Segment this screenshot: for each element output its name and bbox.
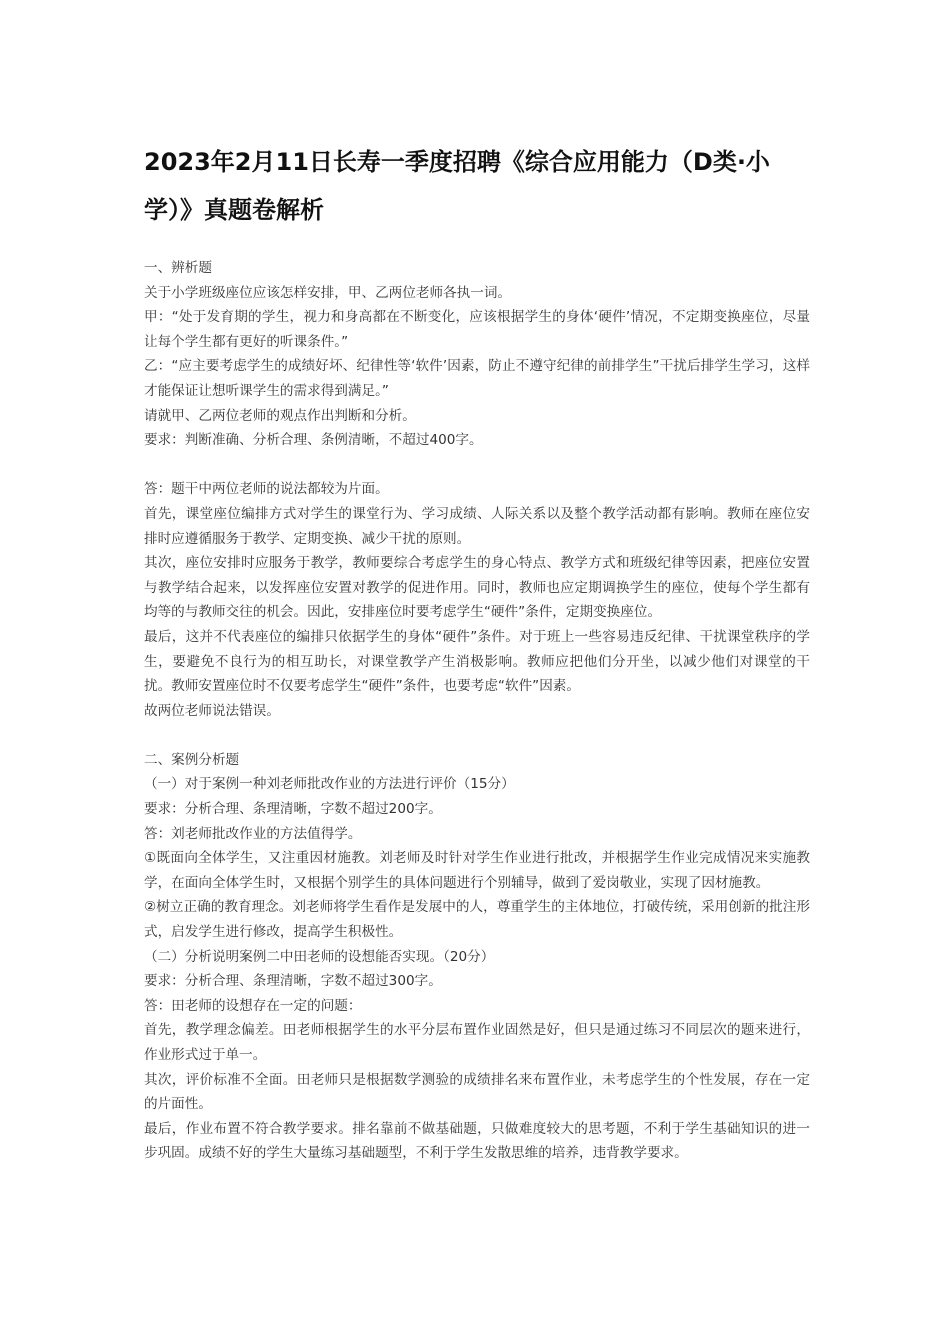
- question-paragraph: 乙：“应主要考虑学生的成绩好坏、纪律性等‘软件’因素，防止不遵守纪律的前排学生”干扰后排学生学习，这样才能保证让想听课学生的需求得到满足。”: [144, 358, 810, 399]
- answer-paragraph: 其次，座位安排时应服务于教学，教师要综合考虑学生的身心特点、教学方式和班级纪律等因素，把座位安置与教学结合起来，以发挥座位安置对教学的促进作用。同时，教师也应定期调换学生的座位，使每个学生都有均等的与教师交往的机会。因此，安排座位时要考虑学生“硬件”条件，定期变换座位。: [144, 555, 810, 621]
- case-paragraph: 其次，评价标准不全面。田老师只是根据数学测验的成绩排名来布置作业，未考虑学生的个性发展，存在一定的片面性。: [144, 1071, 810, 1113]
- answer-paragraph: 首先，课堂座位编排方式对学生的课堂行为、学习成绩、人际关系以及整个教学活动都有影响。教师在座位安排时应遵循服务于教学、定期变换、减少干扰的原则。: [144, 505, 810, 547]
- case-paragraph: 要求：分析合理、条理清晰，字数不超过200字。: [144, 801, 442, 818]
- question-paragraph: 请就甲、乙两位老师的观点作出判断和分析。: [144, 407, 416, 424]
- case-paragraph: 最后，作业布置不符合教学要求。排名靠前不做基础题，只做难度较大的思考题，不利于学生基础知识的进一步巩固。成绩不好的学生大量练习基础题型，不利于学生发散思维的培养，违背教学要求。: [144, 1120, 810, 1162]
- answer-paragraph: 最后，这并不代表座位的编排只依据学生的身体“硬件”条件。对于班上一些容易违反纪律、干扰课堂秩序的学生，要避免不良行为的相互助长，对课堂教学产生消极影响。教师应把他们分开坐，以减少他们对课堂的干扰。教师安置座位时不仅要考虑学生“硬件”条件，也要考虑“软件”因素。: [144, 628, 810, 695]
- answer-paragraph: 答：题干中两位老师的说法都较为片面。: [144, 481, 389, 498]
- case-paragraph: 答：刘老师批改作业的方法值得学。: [144, 825, 362, 842]
- case-paragraph: （二）分析说明案例二中田老师的设想能否实现。（20分）: [144, 948, 495, 965]
- case-paragraph: 答：田老师的设想存在一定的问题：: [144, 997, 362, 1014]
- case-paragraph: 首先，教学理念偏差。田老师根据学生的水平分层布置作业固然是好，但只是通过练习不同层次的题来进行，作业形式过于单一。: [144, 1022, 810, 1063]
- question-paragraph: 要求：判断准确、分析合理、条例清晰，不超过400字。: [144, 432, 483, 449]
- section-heading-1: 一、辨析题: [144, 260, 212, 276]
- case-paragraph: ①既面向全体学生，又注重因材施教。刘老师及时针对学生作业进行批改，并根据学生作业完成情况来实施教学，在面向全体学生时，又根据个别学生的具体问题进行个别辅导，做到了爱岗敬业，实现了因材施教。: [144, 850, 810, 891]
- case-paragraph: ②树立正确的教育理念。刘老师将学生看作是发展中的人，尊重学生的主体地位，打破传统，采用创新的批注形式，启发学生进行修改，提高学生积极性。: [144, 899, 810, 941]
- paragraph-gap: [144, 723, 810, 748]
- question-paragraph: 甲：“处于发育期的学生，视力和身高都在不断变化，应该根据学生的身体‘硬件’情况，不定期变换座位，尽量让每个学生都有更好的听课条件。”: [144, 309, 810, 350]
- case-paragraph: （一）对于案例一种刘老师批改作业的方法进行评价（15分）: [144, 776, 515, 793]
- page-title: 2023年2月11日长寿一季度招聘《综合应用能力（D类·小学）》真题卷解析: [144, 148, 770, 224]
- question-paragraph: 关于小学班级座位应该怎样安排，甲、乙两位老师各执一词。: [144, 284, 512, 301]
- section-heading-2: 二、案例分析题: [144, 751, 240, 768]
- paragraph-gap: [144, 453, 810, 478]
- answer-paragraph: 故两位老师说法错误。: [144, 702, 280, 719]
- document-body: [144, 256, 810, 1166]
- case-paragraph: 要求：分析合理、条理清晰，字数不超过300字。: [144, 973, 442, 990]
